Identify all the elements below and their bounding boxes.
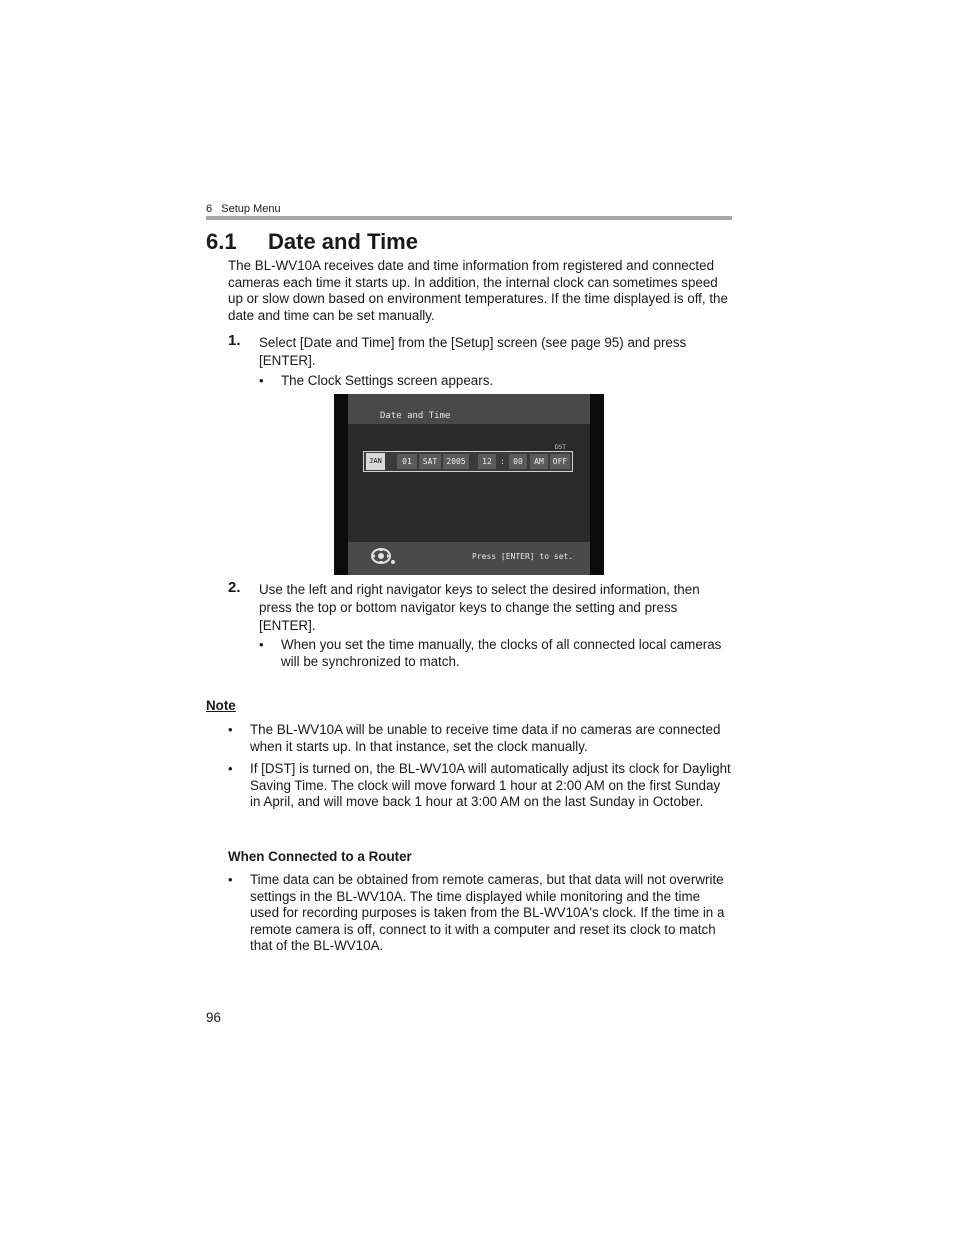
section-heading bbox=[206, 229, 418, 255]
step-1-bullet-text: The Clock Settings screen appears. bbox=[281, 373, 494, 388]
step-2-bullet-dot: • bbox=[259, 637, 264, 652]
step-2-text: Use the left and right navigator keys to select the desired information, then press the top or bottom navigator keys to change the setting and press [ENTER]. bbox=[259, 582, 700, 633]
note-item-2: If [DST] is turned on, the BL-WV10A will automatically adjust its clock for Daylight Saving Time. The clock will move forward 1 hour at 2:00 AM on the first Sunday in April, and will move back 1 hour at 3:00 AM on the last Sunday in October. bbox=[250, 761, 731, 809]
hour-field[interactable]: 12 bbox=[478, 454, 496, 469]
page-number: 96 bbox=[206, 1010, 221, 1025]
section-title: Date and Time bbox=[268, 229, 418, 254]
step-2-number: 2. bbox=[228, 579, 241, 596]
step-1-text: Select [Date and Time] from the [Setup] screen (see page 95) and press [ENTER]. bbox=[259, 335, 687, 368]
minute-field[interactable]: 00 bbox=[509, 454, 527, 469]
month-field[interactable]: JAN bbox=[366, 453, 385, 470]
note-item-1: The BL-WV10A will be unable to receive time data if no cameras are connected when it starts up. In that instance, set the clock manually. bbox=[250, 722, 721, 754]
screen-footer-text: Press [ENTER] to set. bbox=[472, 552, 574, 561]
screen-title: Date and Time bbox=[380, 411, 451, 421]
note-heading: Note bbox=[206, 698, 236, 713]
router-item-1: Time data can be obtained from remote cameras, but that data will not overwrite settings in the BL-WV10A. The time displayed while monitoring and the time used for recording purposes is taken from the BL-WV10A's clock. If the time in a remote camera is off, connect to it with a computer and reset its clock to match that of the BL-WV10A. bbox=[250, 872, 725, 953]
ampm-field[interactable]: AM bbox=[530, 454, 548, 469]
year-field[interactable]: 2005 bbox=[443, 454, 469, 469]
router-heading: When Connected to a Router bbox=[228, 849, 412, 864]
router-bullet-1-dot: • bbox=[228, 872, 233, 887]
step-1-bullet-dot: • bbox=[259, 373, 264, 388]
step-2-bullet-text: When you set the time manually, the clocks of all connected local cameras will be synchronized to match. bbox=[281, 637, 722, 669]
screen-footer bbox=[348, 542, 590, 575]
day-field[interactable]: 01 bbox=[397, 454, 417, 469]
intro-paragraph: The BL-WV10A receives date and time information from registered and connected cameras each time it starts up. In addition, the internal clock can sometimes speed up or slow down based on environment temperatures. If the time displayed is off, the date and time can be set manually. bbox=[228, 258, 728, 323]
navigator-icon bbox=[370, 547, 396, 570]
running-header: 6 Setup Menu bbox=[206, 203, 281, 215]
step-1-number: 1. bbox=[228, 332, 241, 349]
screen-panel bbox=[348, 394, 590, 575]
time-colon: : bbox=[500, 457, 505, 466]
screen-titlebar bbox=[348, 394, 590, 424]
clock-field-bar bbox=[363, 451, 573, 472]
weekday-field[interactable]: SAT bbox=[419, 454, 441, 469]
dst-label: DST bbox=[555, 444, 566, 451]
dst-field[interactable]: OFF bbox=[550, 454, 570, 469]
note-bullet-2-dot: • bbox=[228, 761, 233, 776]
header-rule bbox=[206, 216, 732, 220]
section-number: 6.1 bbox=[206, 229, 237, 254]
clock-settings-screen bbox=[334, 394, 604, 575]
note-bullet-1-dot: • bbox=[228, 722, 233, 737]
